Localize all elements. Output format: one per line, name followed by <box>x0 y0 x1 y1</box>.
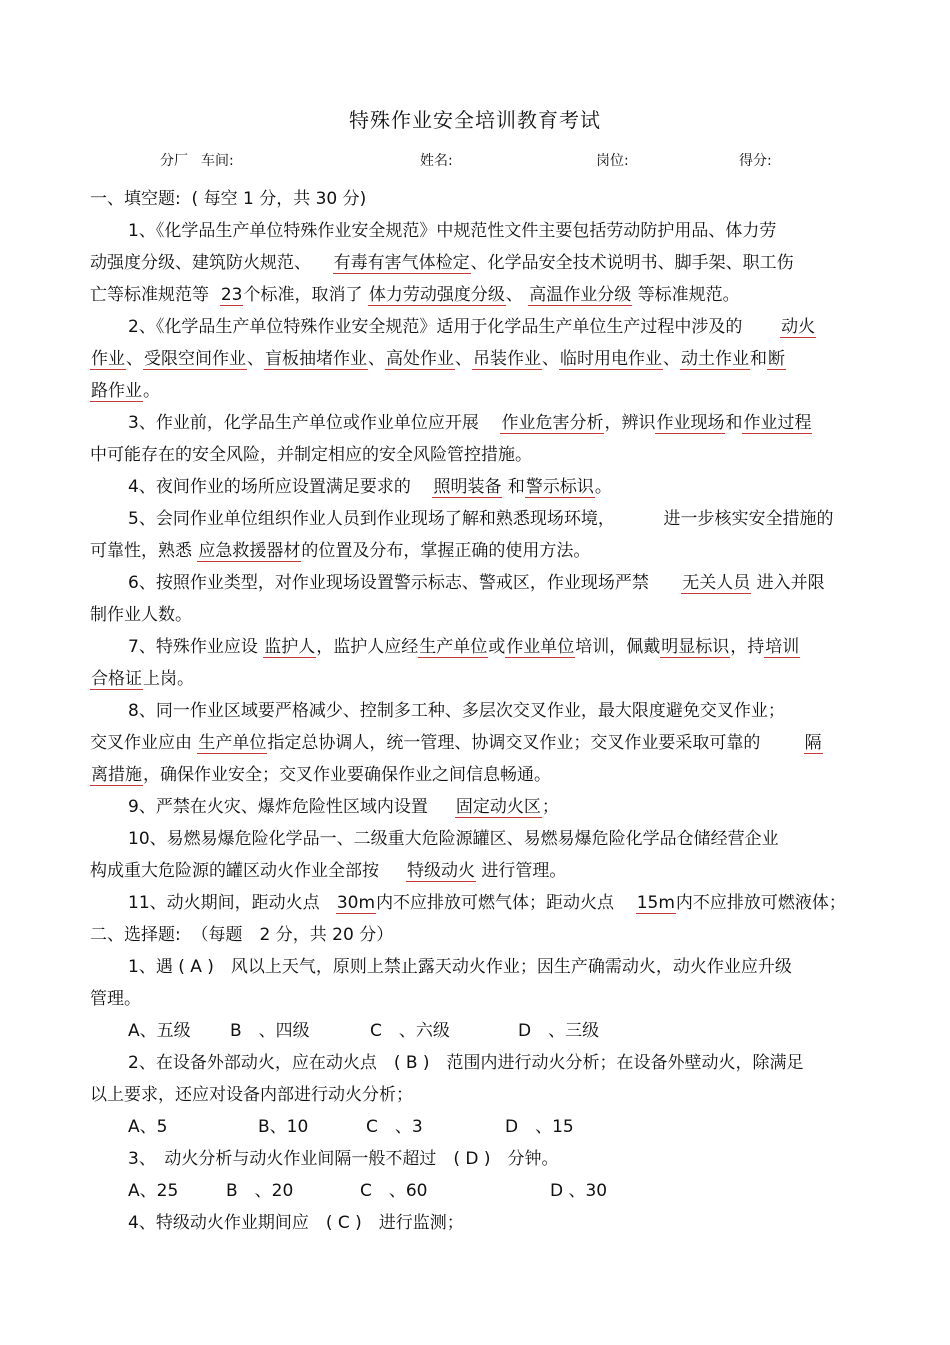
q4-text: 。 <box>594 477 612 497</box>
q2-answer-1b: 作业 <box>91 349 125 369</box>
q7-answer-3: 作业单位 <box>506 637 575 657</box>
q7-text: ，监护人应经 <box>316 637 419 657</box>
q8-line1: 8、同一作业区域要严格减少、控制多工种、多层次交叉作业，最大限度避免交叉作业； <box>128 701 785 721</box>
q7-text: 7、特殊作业应设 <box>128 637 258 657</box>
q10-line2 <box>90 860 566 882</box>
q5-text: 5、会同作业单位组织作业人员到作业现场了解和熟悉现场环境， <box>128 509 615 529</box>
q2-answer-6: 临时用电作业 <box>560 349 662 369</box>
header-post: 岗位: <box>596 153 629 169</box>
section1-heading-line <box>90 188 366 210</box>
section2-note: （每题 2 分，共 20 分） <box>191 925 394 945</box>
q6-text: 6、按照作业类型，对作业现场设置警示标志、警戒区，作业现场严禁 <box>128 573 649 593</box>
q1-line2 <box>90 252 794 274</box>
q8-answer-2a: 隔 <box>804 733 822 753</box>
q6-answer-1: 无关人员 <box>682 573 751 593</box>
section1-note: ( 每空 1 分，共 30 分) <box>191 189 367 209</box>
q3-text: 和 <box>725 413 743 433</box>
mc3-option-b: B 、20 <box>226 1181 294 1201</box>
q2-text: 、 <box>455 349 472 369</box>
q2-answer-8a: 断 <box>768 349 785 369</box>
q3-text: 3、作业前，化学品生产单位或作业单位应开展 <box>128 413 479 433</box>
mc3-line1: 3、 动火分析与动火作业间隔一般不超过 ( D ) 分钟。 <box>128 1149 559 1169</box>
q2-answer-3: 盲板抽堵作业 <box>265 349 367 369</box>
q2-text: 、 <box>126 349 143 369</box>
q4-text: 4、夜间作业的场所应设置满足要求的 <box>128 477 411 497</box>
mc3-option-d: D 、30 <box>550 1181 608 1201</box>
q8-text: 指定总协调人，统一管理、协调交叉作业；交叉作业要采取可靠的 <box>267 733 761 753</box>
q7-answer-2: 生产单位 <box>419 637 488 657</box>
q3-line1 <box>128 412 812 434</box>
q1-text: 、 <box>505 285 523 305</box>
q11-answer-2: 15m <box>636 893 675 913</box>
q7-text: 或 <box>488 637 506 657</box>
q2-text: 、 <box>542 349 559 369</box>
mc1-option-a: A、五级 <box>128 1021 191 1041</box>
mc1-option-d: D 、三级 <box>518 1021 600 1041</box>
q9-answer-1: 固定动火区 <box>455 797 541 817</box>
q6-line1 <box>128 572 825 594</box>
q10-text: 构成重大危险源的罐区动火作业全部按 <box>90 861 379 881</box>
q4-text: 和 <box>507 477 525 497</box>
q2-answer-7: 动土作业 <box>681 349 749 369</box>
section1-heading: 一、填空题: <box>90 189 181 209</box>
mc3-option-c: C 、60 <box>360 1181 428 1201</box>
mc2-option-c: C 、3 <box>366 1117 423 1137</box>
q2-answer-2: 受限空间作业 <box>144 349 246 369</box>
q7-answer-1: 监护人 <box>264 637 316 657</box>
q6-text: 进入并限 <box>756 573 825 593</box>
section2-heading-line <box>90 924 393 946</box>
q2-text: 、 <box>368 349 385 369</box>
q1-text: 个标准，取消了 <box>243 285 363 305</box>
q2-answer-1a: 动火 <box>781 317 816 337</box>
q1-line3 <box>90 284 740 306</box>
q8-text: ，确保作业安全；交叉作业要确保作业之间信息畅通。 <box>143 765 551 785</box>
q8-line3 <box>90 764 551 786</box>
mc4-line1: 4、特级动火作业期间应 ( C ) 进行监测； <box>128 1213 464 1233</box>
mc2-option-b: B、10 <box>258 1117 309 1137</box>
q3-answer-1: 作业危害分析 <box>501 413 604 433</box>
q10-answer-1: 特级动火 <box>407 861 476 881</box>
q1-answer-3: 体力劳动强度分级 <box>368 285 505 305</box>
mc1-option-c: C 、六级 <box>370 1021 450 1041</box>
q6-line2: 制作业人数。 <box>90 605 192 625</box>
q2-text: 、 <box>663 349 680 369</box>
q2-line1 <box>128 316 816 338</box>
section2-heading: 二、选择题: <box>90 925 181 945</box>
q4-answer-2: 警示标识 <box>525 477 594 497</box>
q1-text: 动强度分级、建筑防火规范、 <box>90 253 311 273</box>
q5-line2 <box>90 540 590 562</box>
mc2-option-d: D 、15 <box>505 1117 574 1137</box>
mc2-option-a: A、5 <box>128 1117 168 1137</box>
q2-line3 <box>90 380 160 402</box>
q8-text: 交叉作业应由 <box>90 733 192 753</box>
q7-text: 上岗。 <box>143 669 194 689</box>
q3-line2: 中可能存在的安全风险，并制定相应的安全风险管控措施。 <box>90 445 532 465</box>
q5-line1 <box>128 508 833 530</box>
q11-answer-1: 30m <box>336 893 376 913</box>
q4-answer-1: 照明装备 <box>433 477 502 497</box>
q2-answer-5: 吊装作业 <box>473 349 541 369</box>
q8-line2 <box>90 732 823 754</box>
q9-line <box>128 796 559 818</box>
q11-line <box>128 892 846 914</box>
header-score: 得分: <box>739 153 772 169</box>
page-title: 特殊作业安全培训教育考试 <box>349 108 601 132</box>
q11-text: 内不应排放可燃气体；距动火点 <box>376 893 615 913</box>
q4-line <box>128 476 612 498</box>
mc1-option-b: B 、四级 <box>230 1021 310 1041</box>
q1-text: 等标准规范。 <box>637 285 740 305</box>
q7-text: ，持 <box>730 637 765 657</box>
q5-text: 的位置及分布，掌握正确的使用方法。 <box>301 541 591 561</box>
q7-line2 <box>90 668 194 690</box>
mc3-option-a: A、25 <box>128 1181 179 1201</box>
q11-text: 内不应排放可燃液体； <box>675 893 846 913</box>
q1-answer-4: 高温作业分级 <box>529 285 632 305</box>
mc2-line1: 2、在设备外部动火，应在动火点 ( B ) 范围内进行动火分析；在设备外壁动火，除满足 <box>128 1053 804 1073</box>
q10-line1: 10、易燃易爆危险化学品一、二级重大危险源罐区、易燃易爆危险化学品仓储经营企业 <box>128 829 779 849</box>
mc1-line1: 1、遇 ( A ) 风以上天气，原则上禁止露天动火作业；因生产确需动火，动火作业应升级 <box>128 957 792 977</box>
q9-text: 9、严禁在火灾、爆炸危险性区域内设置 <box>128 797 428 817</box>
q8-answer-2b: 离措施 <box>91 765 142 785</box>
q3-answer-3: 作业过程 <box>743 413 812 433</box>
q2-line2 <box>90 348 786 370</box>
mc1-line2: 管理。 <box>90 989 141 1009</box>
q3-answer-2: 作业现场 <box>656 413 725 433</box>
q5-text: 进一步核实安全措施的 <box>663 509 834 529</box>
q1-answer-2: 23 <box>220 285 243 305</box>
q1-line1: 1、《化学品生产单位特殊作业安全规范》中规范性文件主要包括劳动防护用品、体力劳 <box>128 221 777 241</box>
q2-answer-4: 高处作业 <box>386 349 454 369</box>
q7-line1 <box>128 636 800 658</box>
q2-text: 、 <box>247 349 264 369</box>
q1-text: 亡等标准规范等 <box>90 285 209 305</box>
q2-text: 和 <box>750 349 767 369</box>
q5-answer-1: 应急救援器材 <box>198 541 301 561</box>
q7-text: 培训，佩戴 <box>575 637 661 657</box>
q1-text: 、化学品安全技术说明书、脚手架、职工伤 <box>470 253 794 273</box>
mc2-line2: 以上要求，还应对设备内部进行动火分析； <box>90 1085 413 1105</box>
header-branch: 分厂 <box>160 153 188 169</box>
q3-text: ，辨识 <box>604 413 656 433</box>
q5-text: 可靠性，熟悉 <box>90 541 192 561</box>
q8-answer-1: 生产单位 <box>198 733 267 753</box>
q2-text: 2、《化学品生产单位特殊作业安全规范》适用于化学品生产单位生产过程中涉及的 <box>128 317 743 337</box>
header-workshop: 车间: <box>201 153 234 169</box>
q7-answer-4: 明显标识 <box>661 637 730 657</box>
q2-answer-8b: 路作业 <box>91 381 142 401</box>
q10-text: 进行管理。 <box>481 861 567 881</box>
q7-answer-5a: 培训 <box>765 637 800 657</box>
q7-answer-5b: 合格证 <box>91 669 142 689</box>
q11-text: 11、动火期间，距动火点 <box>128 893 320 913</box>
q2-text: 。 <box>143 381 160 401</box>
q1-answer-1: 有毒有害气体检定 <box>333 253 470 273</box>
q9-text: ； <box>541 797 559 817</box>
header-name: 姓名: <box>420 153 453 169</box>
